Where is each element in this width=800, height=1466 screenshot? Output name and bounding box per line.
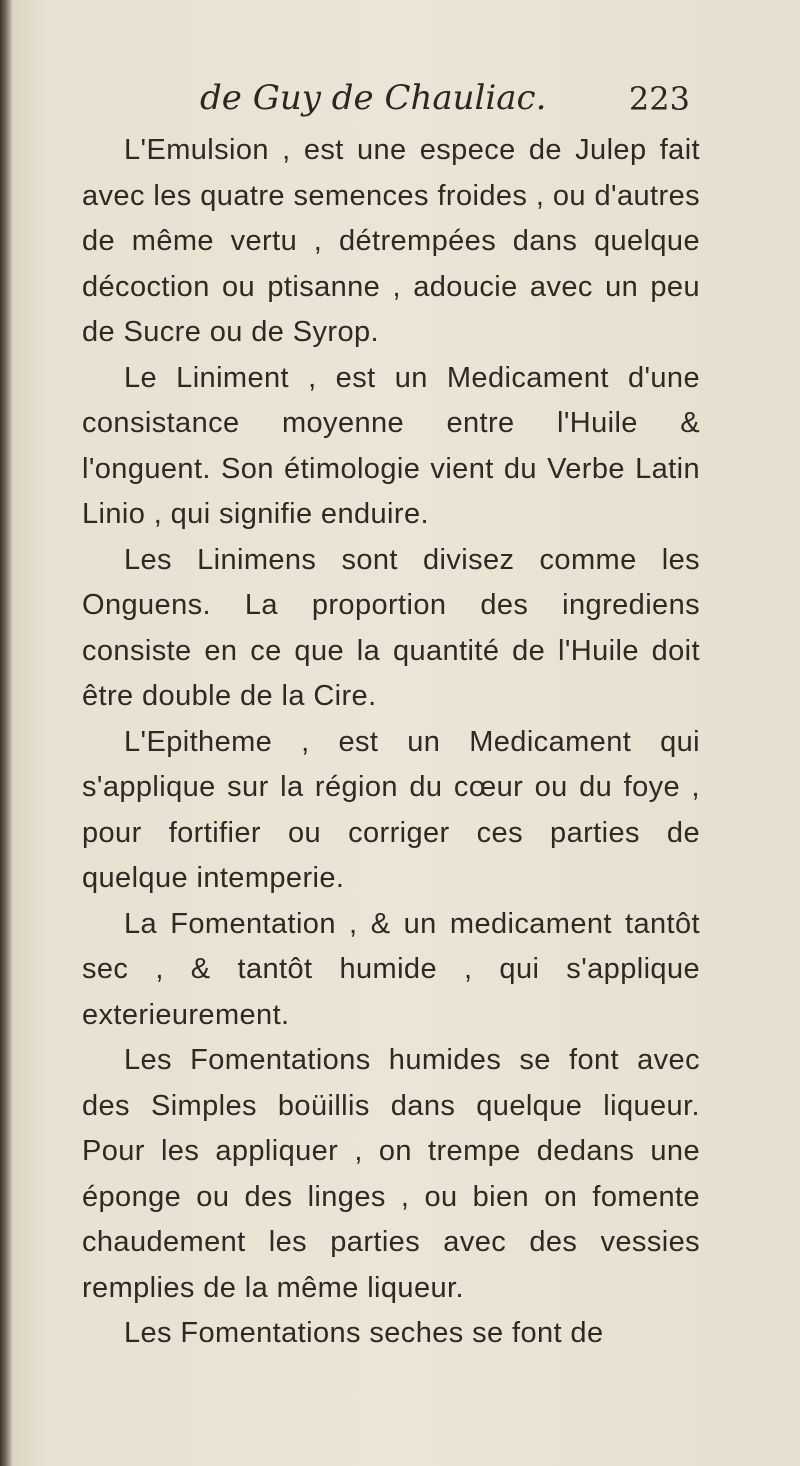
paragraph-emulsion: L'Emulsion , est une espece de Julep fait avec les quatre semences froides , ou d'autres de même vertu , détrempées dans quelque décoction ou ptisanne , adoucie avec un peu de Sucre ou de Syrop. xyxy=(82,134,700,348)
running-title: de Guy de Chauliac. xyxy=(200,78,547,118)
paragraph-liniment: Le Liniment , est un Medicament d'une consistance moyenne entre l'Huile & l'onguent. Son étimologie vient du Verbe Latin Linio , qui signifie enduire. xyxy=(82,361,700,530)
body-text xyxy=(82,128,700,1357)
paragraph-fomentation: La Fomentation , & un medicament tantôt sec , & tantôt humide , qui s'applique exterieurement. xyxy=(82,907,700,1031)
paragraph-linimens: Les Linimens sont divisez comme les Onguens. La proportion des ingrediens consiste en ce que la quantité de l'Huile doit être double de la Cire. xyxy=(82,543,700,712)
paragraph-fomentations-seches: Les Fomentations seches se font de xyxy=(124,1317,604,1349)
page-header xyxy=(200,70,690,130)
page-number: 223 xyxy=(628,80,690,118)
paragraph-fomentations-humides: Les Fomentations humides se font avec des Simples boüillis dans quelque liqueur. Pour les appliquer , on trempe dedans une éponge ou des linges , ou bien on fomente chaudement les parties avec des vessies remplies de la même liqueur. xyxy=(82,1044,700,1304)
page-gutter xyxy=(0,0,12,1466)
paragraph-epitheme: L'Epitheme , est un Medicament qui s'applique sur la région du cœur ou du foye , pour fortifier ou corriger ces parties de quelque intemperie. xyxy=(82,725,700,894)
